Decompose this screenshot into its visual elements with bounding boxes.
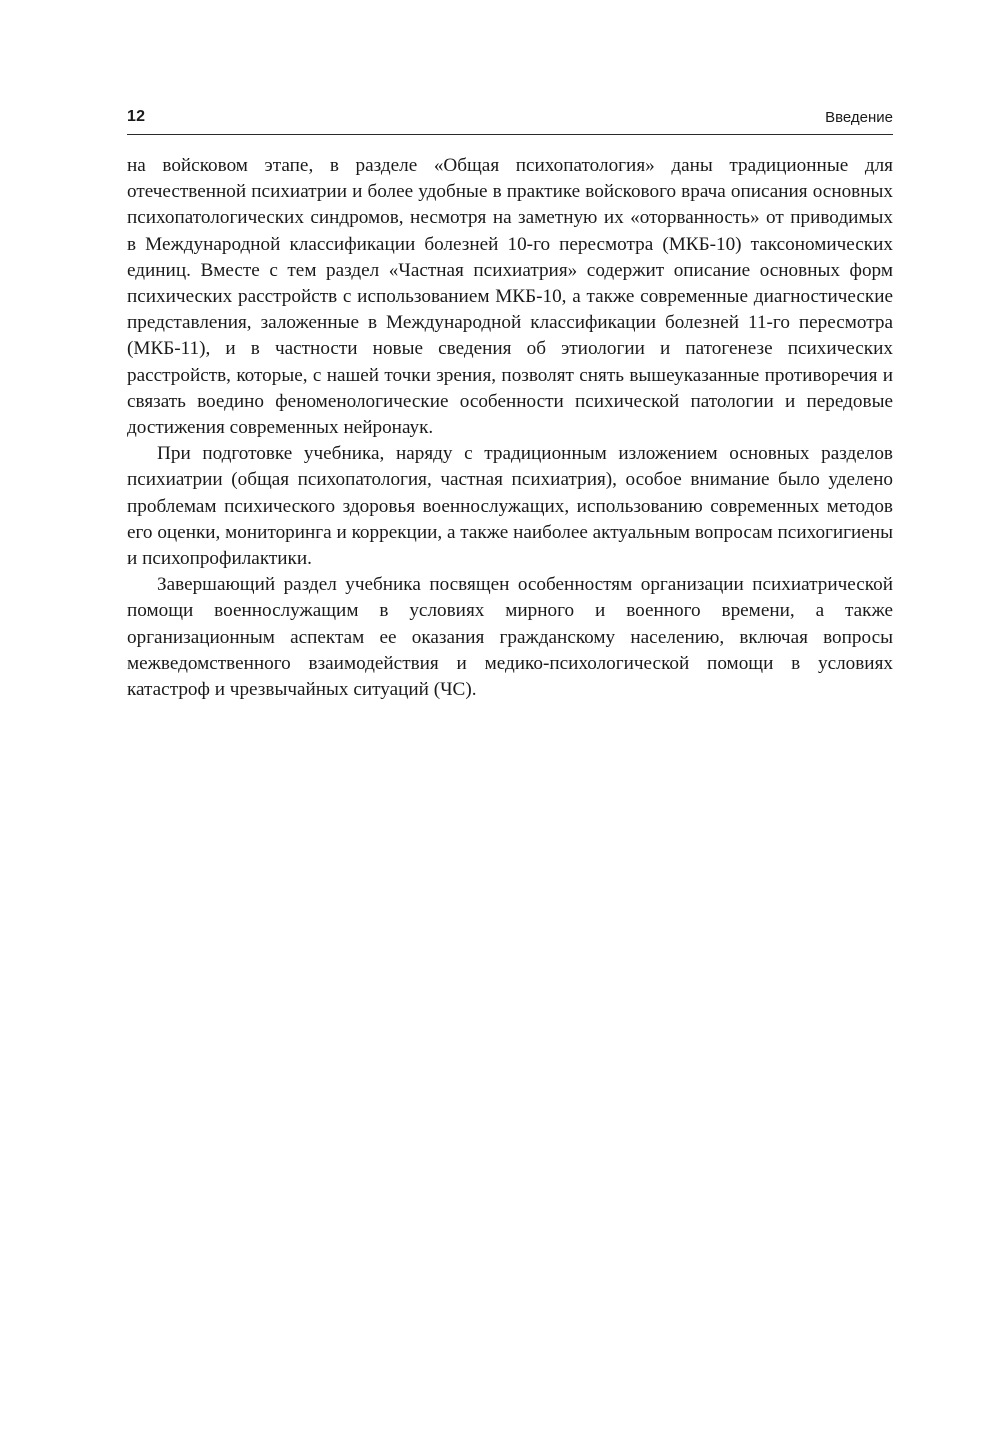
body-text <box>127 153 893 703</box>
paragraph-textbook-preparation: При подготовке учебника, наряду с традиционным изложением основных разделов психиатрии (общая психопатология, частная психиатрия), особое внимание было уделено проблемам психического здоровья военнослужащих, использованию современных методов его оценки, мониторинга и коррекции, а также наиболее актуальным вопросам психогигиены и психопрофилактики. <box>127 443 893 570</box>
paragraph-final-section: Завершающий раздел учебника посвящен особенностям организации психиатрической помощи военнослужащим в условиях мирного и военного времени, а также организационным аспектам ее оказания гражданскому населению, включая вопросы межведомственного взаимодействия и медико-психологической помощи в условиях катастроф и чрезвычайных ситуаций (ЧС). <box>127 574 893 701</box>
page-number: 12 <box>127 108 146 125</box>
paragraph-continuation: на войсковом этапе, в разделе «Общая психопатология» даны традиционные для отечественной психиатрии и более удобные в практике войскового врача описания основных психопатологических синдромов, несмотря на заметную их «оторванность» от приводимых в Международной классификации болезней 10-го пересмотра (МКБ-10) таксономических единиц. Вместе с тем раздел «Частная психиатрия» содержит описание основных форм психических расстройств с использованием МКБ-10, а также современные диагностические представления, заложенные в Международной классификации болезней 11-го пересмотра (МКБ-11), и в частности новые сведения об этиологии и патогенезе психических расстройств, которые, с нашей точки зрения, позволят снять вышеуказанные противоречия и связать воедино феноменологические особенности психической патологии и передовые достижения современных нейронаук. <box>127 155 893 439</box>
section-title: Введение <box>825 109 893 126</box>
running-head <box>127 106 893 135</box>
